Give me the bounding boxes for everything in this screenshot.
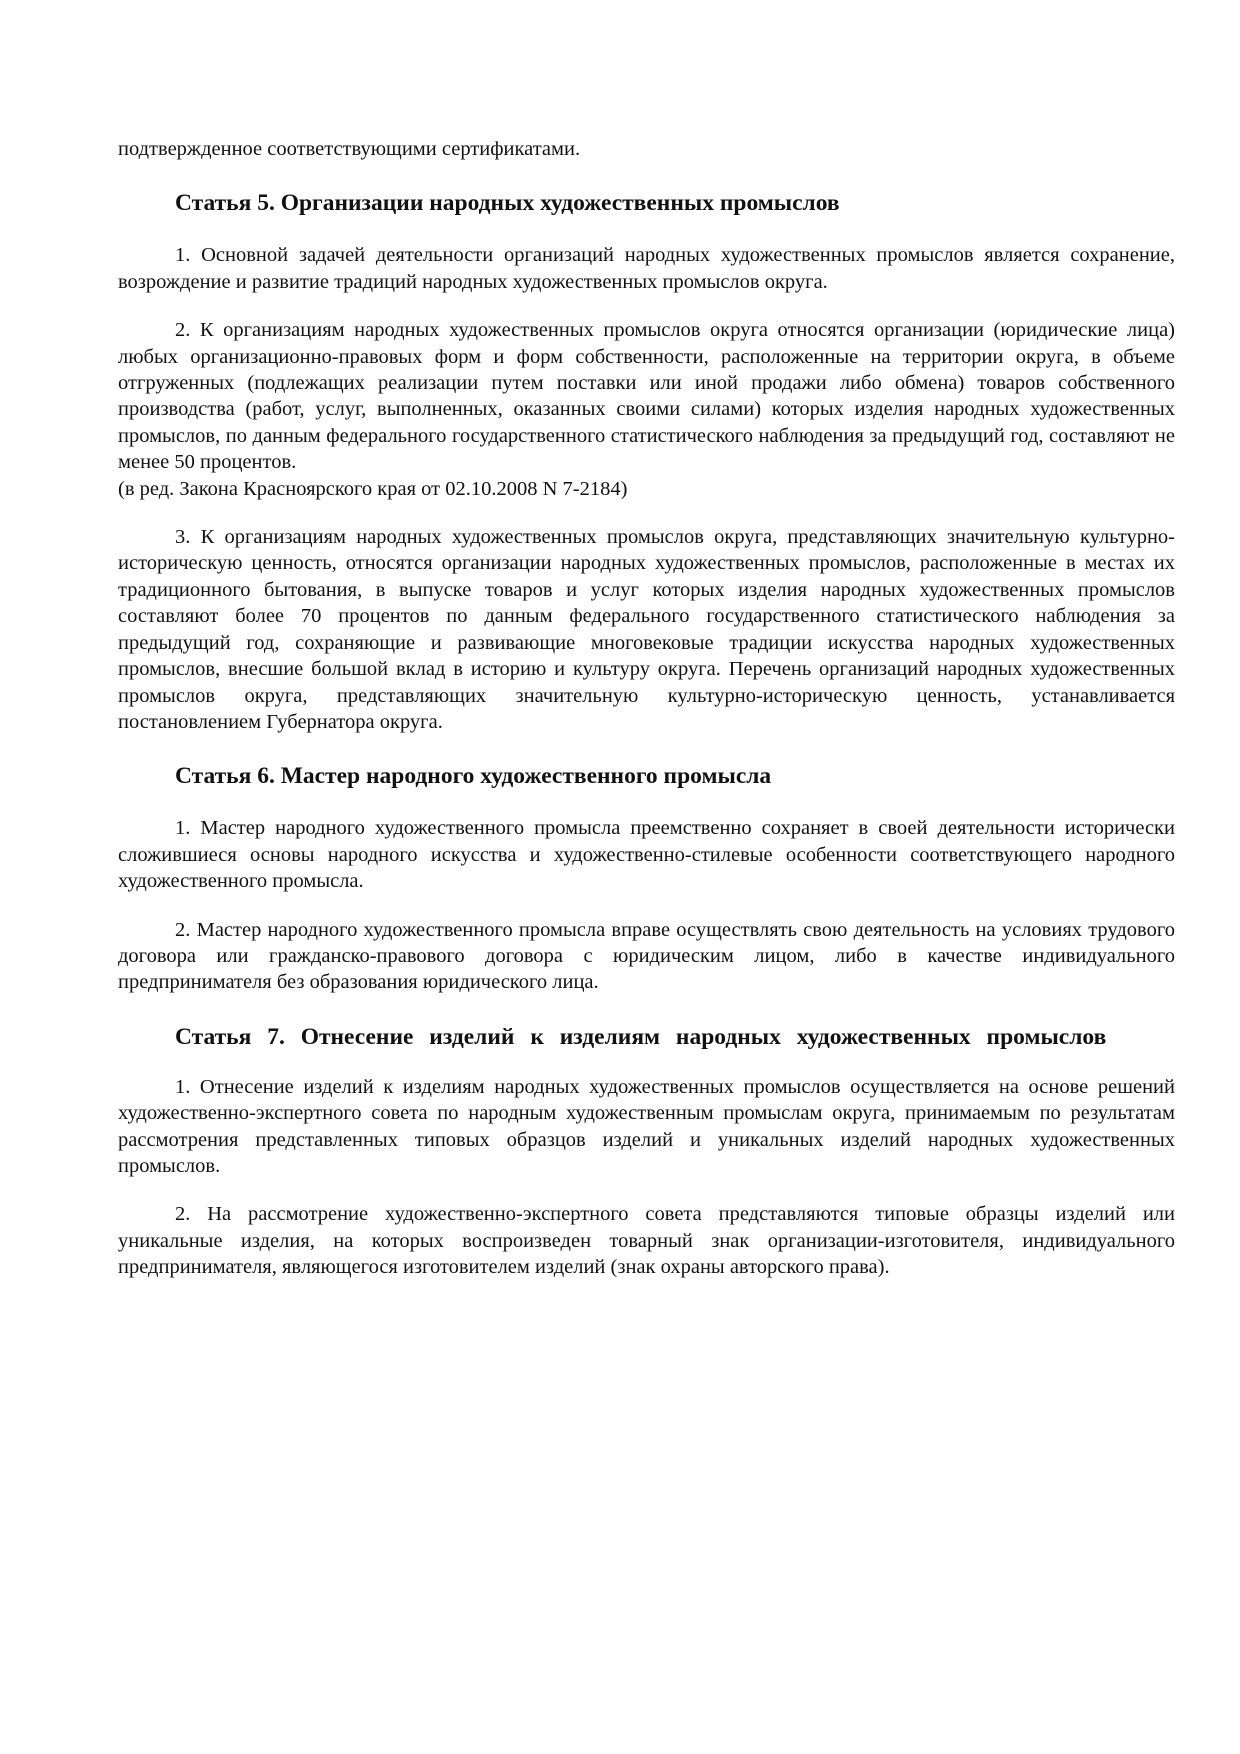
article-5-title: Статья 5. Организации народных художественных промыслов [175,190,840,217]
article-5-paragraph-1: 1. Основной задачей деятельности организаций народных художественных промыслов является сохранение, возрождение и развитие традиций народных художественных промыслов округа. [118,244,1175,293]
article-7-paragraph-1: 1. Отнесение изделий к изделиям народных художественных промыслов осуществляется на основе решений художественно-экспертного совета по народным художественным промыслам округа, принимаемым по результатам рассмотрения представленных типовых образцов изделий и уникальных изделий народных художественных промыслов. [118,1075,1175,1177]
article-6-paragraph-2: 2. Мастер народного художественного промысла вправе осуществлять свою деятельность на условиях трудового договора или гражданско-правового договора с юридическим лицом, либо в качестве индивидуального предпринимателя без образования юридического лица. [118,918,1175,994]
article-5-paragraph-2: 2. К организациям народных художественных промыслов округа относятся организации (юридические лица) любых организационно-правовых форм и форм собственности, расположенные на территории округа, в объеме отгруженных (подлежащих реализации путем поставки или иной продажи либо обмена) товаров собственного производства (работ, услуг, выполненных, оказанных своими силами) которых изделия народных художественных промыслов, по данным федерального государственного статистического наблюдения за предыдущий год, составляют не менее 50 процентов. [118,319,1175,474]
document-page [118,136,1175,1281]
article-7-paragraph-2: 2. На рассмотрение художественно-экспертного совета представляются типовые образцы изделий или уникальные изделия, на которых воспроизведен товарный знак организации-изготовителя, индивидуального предпринимателя, являющегося изготовителем изделий (знак охраны авторского права). [118,1203,1175,1279]
article-6-paragraph-1: 1. Мастер народного художественного промысла преемственно сохраняет в своей деятельности исторически сложившиеся основы народного искусства и художественно-стилевые особенности соответствующего народного художественного промысла. [118,817,1175,893]
amendment-note: (в ред. Закона Красноярского края от 02.10.2008 N 7-2184) [118,477,628,500]
article-5-paragraph-3: 3. К организациям народных художественных промыслов округа, представляющих значительную культурно-историческую ценность, относятся организации народных художественных промыслов, расположенные в местах их традиционного бытования, в выпуске товаров и услуг которых изделия народных художественных промыслов составляют более 70 процентов по данным федерального государственного статистического наблюдения за предыдущий год, сохраняющие и развивающие многовековые традиции искусства народных художественных промыслов, внесшие большой вклад в историю и культуру округа. Перечень организаций народных художественных промыслов округа, представляющих значительную культурно-историческую ценность, устанавливается постановлением Губернатора округа. [118,526,1175,733]
article-7-title: Статья 7. Отнесение изделий к изделиям народных художественных промыслов [175,1023,1107,1050]
lead-text: подтвержденное соответствующими сертификатами. [118,138,581,160]
article-6-title: Статья 6. Мастер народного художественного промысла [175,763,772,790]
